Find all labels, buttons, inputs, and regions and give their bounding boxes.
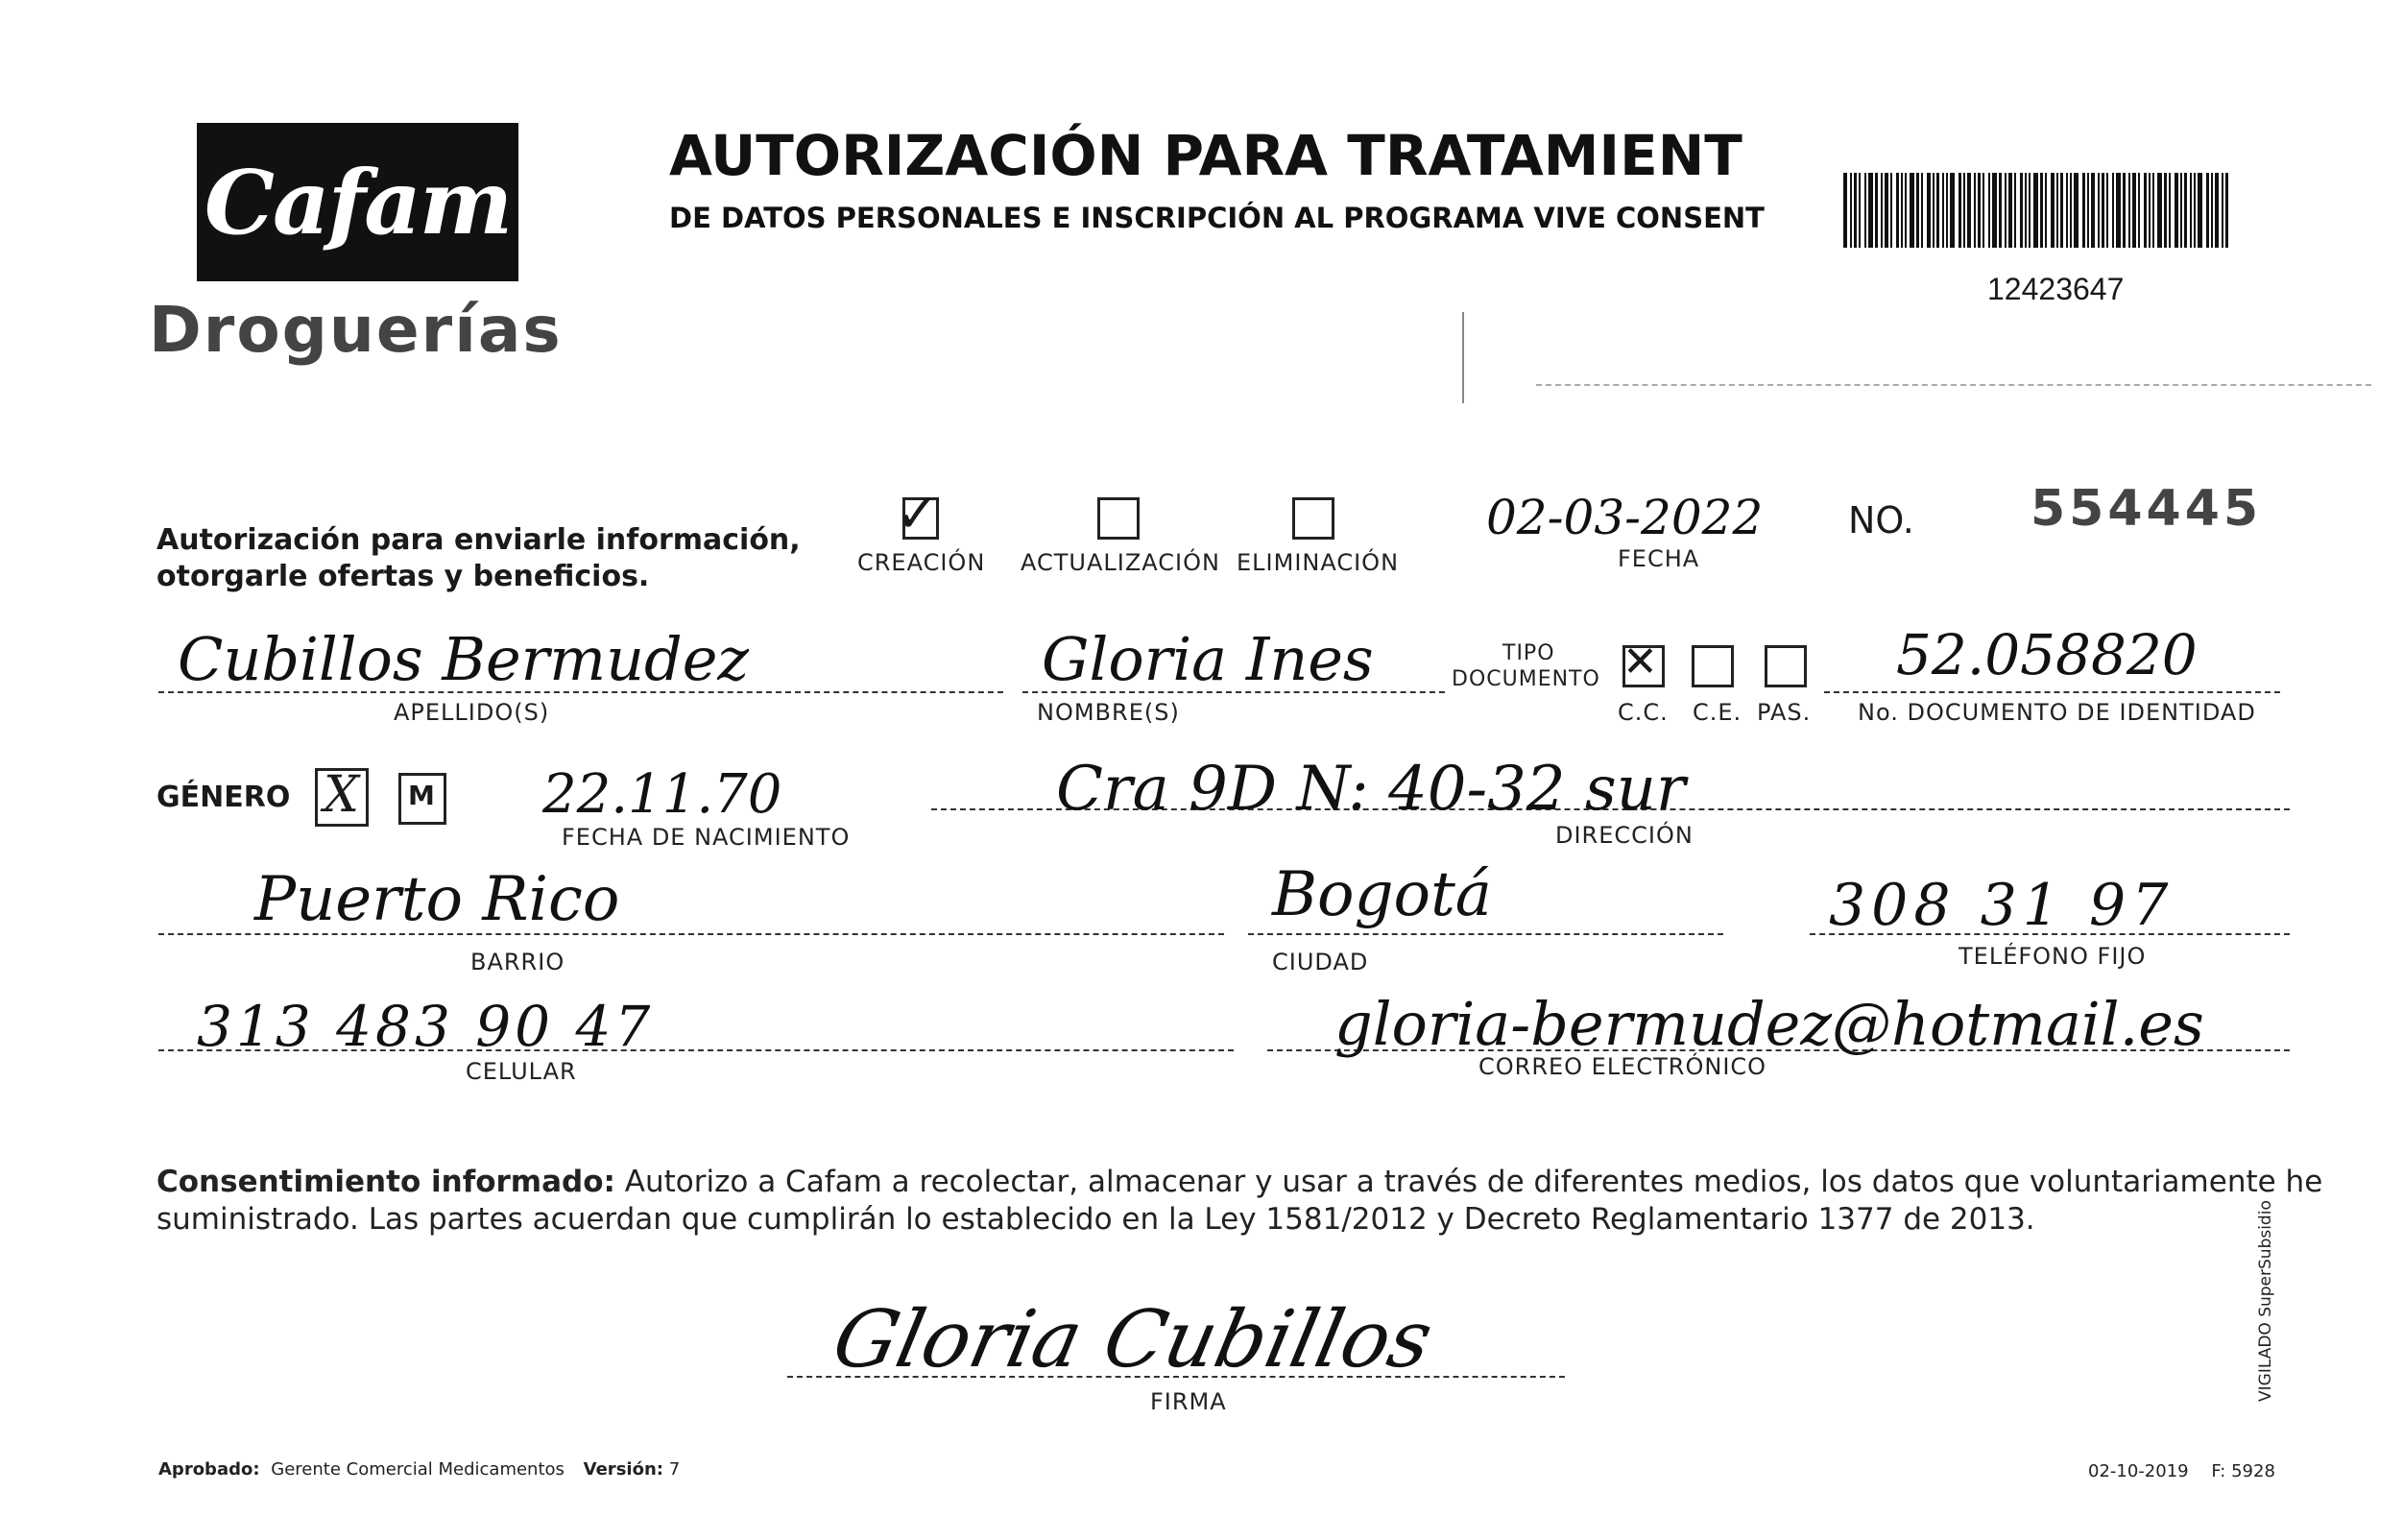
barcode-bar <box>1881 173 1883 248</box>
barcode-bar <box>1859 173 1861 248</box>
fold-line <box>1462 312 1464 403</box>
header-separator <box>1536 384 2371 386</box>
signature-image: Gloria Cubillos <box>825 1294 1440 1385</box>
footer-form-code: F: 5928 <box>2211 1461 2275 1481</box>
barcode-bar <box>1890 173 1892 248</box>
nacimiento-value[interactable]: 22.11.70 <box>542 763 782 826</box>
barrio-value[interactable]: Puerto Rico <box>254 864 620 935</box>
correo-label: CORREO ELECTRÓNICO <box>1478 1053 1767 1080</box>
barcode-bar <box>2112 173 2114 248</box>
barcode-bar <box>2005 173 2007 248</box>
footer-date-code: 02-10-2019 <box>2088 1461 2189 1481</box>
barcode-bar <box>2014 173 2016 248</box>
barcode-bar <box>2020 173 2023 248</box>
barcode-bar <box>2060 173 2063 248</box>
barcode-image <box>1843 173 2232 248</box>
nombres-value[interactable]: Gloria Ines <box>1042 624 1374 694</box>
barcode-bar <box>2169 173 2171 248</box>
option-label-creacion: CREACIÓN <box>857 549 986 576</box>
telefono-value[interactable]: 308 31 97 <box>1829 872 2175 939</box>
option-label-actualizacion: ACTUALIZACIÓN <box>1021 549 1220 576</box>
barcode-bar <box>1875 173 1878 248</box>
barcode-bar <box>1885 173 1888 248</box>
no-label: NO. <box>1848 499 1914 541</box>
barcode-bar <box>2194 173 2196 248</box>
doc-type-cc-label: C.C. <box>1618 699 1669 726</box>
barcode-bar <box>2070 173 2072 248</box>
barcode-bar <box>2198 173 2202 248</box>
barcode-bar <box>1978 173 1981 248</box>
barcode-number: 12423647 <box>1987 272 2125 306</box>
barcode-bar <box>2106 173 2108 248</box>
authorization-intro-1: Autorización para enviarle información, <box>156 523 801 557</box>
barcode-bar <box>1992 173 1997 248</box>
barcode-bar <box>1933 173 1934 248</box>
doc-number-line <box>1824 691 2280 693</box>
barcode-bar <box>2152 173 2154 248</box>
genero-f-mark: X <box>324 766 360 824</box>
barcode-bar <box>1916 173 1919 248</box>
barcode-bar <box>1974 173 1976 248</box>
side-vigilado-text: VIGILADO SuperSubsidio <box>2256 1200 2275 1402</box>
option-label-eliminacion: ELIMINACIÓN <box>1237 549 1400 576</box>
form-title: AUTORIZACIÓN PARA TRATAMIENT <box>669 123 1742 188</box>
genero-m-label: M <box>408 780 435 811</box>
barcode-bar <box>2211 173 2213 248</box>
barcode-bar <box>2040 173 2043 248</box>
direccion-label: DIRECCIÓN <box>1555 822 1694 849</box>
ciudad-line <box>1248 933 1723 935</box>
barcode-bar <box>1905 173 1907 248</box>
barcode-bar <box>1942 173 1944 248</box>
barcode-bar <box>2102 173 2104 248</box>
consent-text-1: Autorizo a Cafam a recolectar, almacenar y usar a través de diferentes medios, los datos que voluntariamente he <box>614 1165 2323 1199</box>
barcode-bar <box>2087 173 2089 248</box>
barcode-bar <box>2225 173 2228 248</box>
barcode-bar <box>2066 173 2068 248</box>
firma-label: FIRMA <box>1150 1388 1227 1415</box>
barcode-bar <box>2144 173 2147 248</box>
brand-subtitle: Droguerías <box>149 293 563 367</box>
barcode-bar <box>2215 173 2219 248</box>
nacimiento-label: FECHA DE NACIMIENTO <box>562 824 851 851</box>
barcode-bar <box>2025 173 2027 248</box>
barcode-bar <box>2164 173 2167 248</box>
tipo-label: TIPO <box>1502 641 1555 665</box>
barcode-bar <box>1864 173 1866 248</box>
barcode-bar <box>2056 173 2058 248</box>
barcode-bar <box>2098 173 2100 248</box>
checkbox-actualizacion[interactable] <box>1097 497 1140 540</box>
barcode-bar <box>1936 173 1939 248</box>
barcode-bar <box>1950 173 1955 248</box>
barcode-bar <box>2222 173 2223 248</box>
aprobado-value: Gerente Comercial Medicamentos <box>271 1459 565 1480</box>
barcode-bar <box>1896 173 1899 248</box>
barcode-bar <box>2008 173 2012 248</box>
check-mark-icon: ✓ <box>895 483 940 545</box>
barcode-bar <box>1927 173 1931 248</box>
barcode-bar <box>2116 173 2121 248</box>
celular-value[interactable]: 313 483 90 47 <box>197 994 655 1059</box>
barcode-bar <box>1850 173 1852 248</box>
fecha-value[interactable]: 02-03-2022 <box>1486 490 1764 545</box>
doc-number-label: No. DOCUMENTO DE IDENTIDAD <box>1858 699 2256 726</box>
documento-label: DOCUMENTO <box>1452 667 1600 691</box>
barcode-bar <box>2149 173 2151 248</box>
barcode-bar <box>2180 173 2182 248</box>
barcode-bar <box>1963 173 1965 248</box>
barcode-bar <box>1910 173 1914 248</box>
barcode-bar <box>2074 173 2079 248</box>
doc-type-pas-label: PAS. <box>1757 699 1812 726</box>
consent-line-2: suministrado. Las partes acuerdan que cumplirán lo establecido en la Ley 1581/2012 y Decreto Reglamentario 1377 de 2013. <box>156 1202 2035 1237</box>
correo-value[interactable]: gloria-bermudez@hotmail.es <box>1334 989 2204 1059</box>
no-value: 554445 <box>2031 480 2263 538</box>
barcode-bar <box>1967 173 1971 248</box>
barcode-bar <box>2157 173 2162 248</box>
barcode-bar <box>1901 173 1903 248</box>
version-value: 7 <box>668 1459 681 1480</box>
footer-approval <box>158 1459 680 1480</box>
celular-label: CELULAR <box>466 1058 577 1085</box>
ciudad-value[interactable]: Bogotá <box>1272 859 1492 930</box>
footer-codes <box>2088 1461 2275 1481</box>
telefono-label: TELÉFONO FIJO <box>1958 943 2147 970</box>
version-label: Versión: <box>583 1459 663 1480</box>
barcode-bar <box>1958 173 1961 248</box>
barcode-bar <box>1999 173 2002 248</box>
barcode-bar <box>2190 173 2192 248</box>
genero-label: GÉNERO <box>156 781 291 814</box>
barcode-bar <box>2206 173 2209 248</box>
barcode-bar <box>2051 173 2055 248</box>
barcode-bar <box>2045 173 2047 248</box>
direccion-value[interactable]: Cra 9D N: 40-32 sur <box>1056 754 1686 825</box>
apellidos-label: APELLIDO(S) <box>394 699 550 726</box>
barcode-bar <box>1868 173 1873 248</box>
barcode-bar <box>2128 173 2130 248</box>
barcode-bar <box>2029 173 2031 248</box>
barcode-bar <box>2123 173 2126 248</box>
doc-number-value[interactable]: 52.058820 <box>1896 622 2198 687</box>
nombres-label: NOMBRE(S) <box>1037 699 1180 726</box>
barcode-bar <box>2033 173 2038 248</box>
barcode-bar <box>1982 173 1984 248</box>
checkbox-eliminacion[interactable] <box>1292 497 1334 540</box>
barcode-bar <box>2138 173 2140 248</box>
barcode-bar <box>1843 173 1847 248</box>
cafam-logo <box>197 123 518 281</box>
barcode-bar <box>2175 173 2178 248</box>
aprobado-label: Aprobado: <box>158 1459 260 1480</box>
barcode-bar <box>2091 173 2095 248</box>
barrio-label: BARRIO <box>470 949 565 975</box>
barcode-bar <box>1854 173 1857 248</box>
barcode-bar <box>2082 173 2085 248</box>
doc-type-ce-label: C.E. <box>1693 699 1742 726</box>
barcode-bar <box>2132 173 2136 248</box>
x-mark-icon: ✕ <box>1622 638 1658 686</box>
barcode-bar <box>2184 173 2187 248</box>
fecha-label: FECHA <box>1618 545 1700 572</box>
barcode-bar <box>1946 173 1948 248</box>
ciudad-label: CIUDAD <box>1272 949 1369 975</box>
logo-text: Cafam <box>204 150 512 254</box>
checkbox-pas[interactable] <box>1765 645 1807 687</box>
consent-line-1 <box>156 1165 2322 1199</box>
consent-bold-lead: Consentimiento informado: <box>156 1165 615 1199</box>
checkbox-ce[interactable] <box>1692 645 1734 687</box>
barcode-bar <box>1921 173 1923 248</box>
authorization-intro-2: otorgarle ofertas y beneficios. <box>156 560 650 593</box>
barcode-bar <box>1988 173 1990 248</box>
form-subtitle: DE DATOS PERSONALES E INSCRIPCIÓN AL PROGRAMA VIVE CONSENT <box>669 202 1765 234</box>
apellidos-value[interactable]: Cubillos Bermudez <box>178 624 750 694</box>
